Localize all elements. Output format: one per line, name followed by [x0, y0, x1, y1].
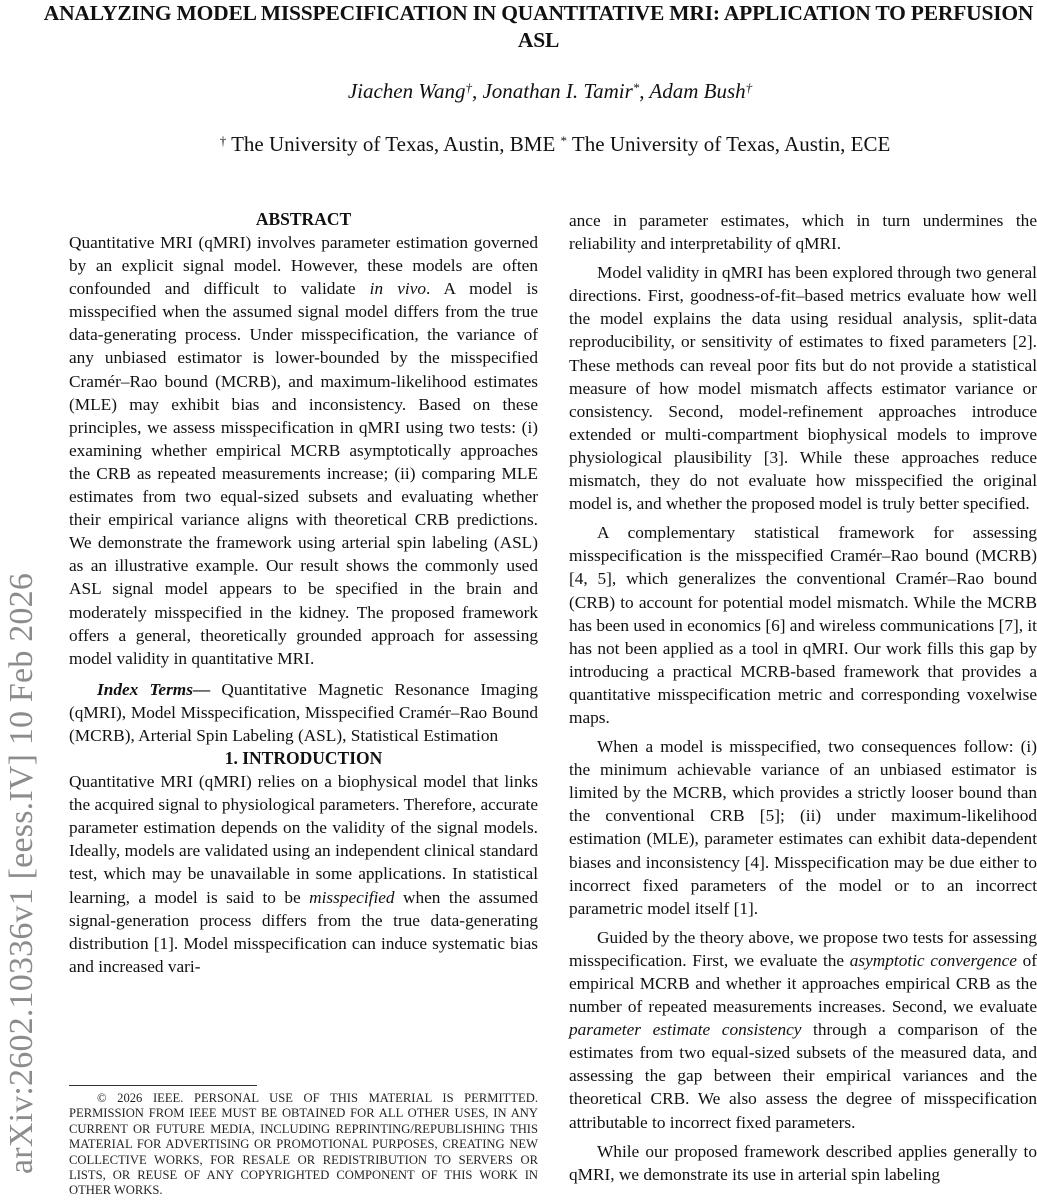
author-name: Jonathan I. Tamir: [482, 79, 633, 103]
intro-paragraph-3: A complementary statistical framework for assessing misspecification is the misspecified Cramér–Rao bound (MCRB) [4, 5], which generalizes the conventional Cramér–Rao bound (CRB) to account for potential model mismatch. While the MCRB has been used in economics [6] and wireless communications [7], it has not been applied as a tool in qMRI. Our work fills this gap by introducing a practical MCRB-based framework that provides a quantitative misspecification metric and corresponding voxelwise maps.: [569, 523, 1037, 727]
author-name: Jiachen Wang: [347, 79, 466, 103]
introduction-heading: 1. INTRODUCTION: [224, 748, 383, 769]
author-name: Adam Bush: [649, 79, 746, 103]
intro-paragraph-2: Model validity in qMRI has been explored through two general directions. First, goodness-of-fit–based metrics evaluate how well the model explains the data using residual analysis, split-data reproducibility, or sensitivity of estimates to fixed parameters [2]. These methods can reveal poor fits but do not provide a statistical measure of how model mismatch affects estimator variance or consistency. Second, model-refinement approaches introduce extended or multi-compartment biophysical models to improve physiological plausibility [3]. While these approaches reduce mismatch, they do not evaluate how misspecified the original model is, and whether the proposed model is truly better specified.: [569, 263, 1037, 514]
italic-term: parameter estimate consistency: [569, 1020, 802, 1040]
paragraph-text: of empirical MCRB and whether it approaches empirical CRB as the number of repeated measurements increases. Second, we evaluate: [569, 950, 1037, 1017]
intro-paragraph-5: [569, 926, 1037, 1134]
author-list: Jiachen Wang†, Jonathan I. Tamir*, Adam Bush†: [347, 79, 753, 103]
abstract-body: [69, 231, 538, 670]
intro-paragraph-1-continued: ance in parameter estimates, which in turn undermines the reliability and interpretability of qMRI.: [569, 211, 1037, 254]
paragraph-text: Guided by the theory above, we propose two tests for assessing misspecification. First, we evaluate the: [569, 927, 1037, 970]
affiliation-text: The University of Texas, Austin, BME: [231, 132, 556, 156]
left-column: [69, 208, 538, 978]
paper-title: ANALYZING MODEL MISSPECIFICATION IN QUANTITATIVE MRI: APPLICATION TO PERFUSION ASL: [43, 1, 1034, 52]
index-terms: [69, 678, 538, 747]
abstract-italic-text: in vivo: [369, 279, 427, 299]
affiliation-text: The University of Texas, Austin, ECE: [571, 132, 891, 156]
abstract-text: . A model is misspecified when the assumed signal model differs from the true data-generating process. Under misspecification, the variance of any unbiased estimator is lower-bounded by the misspecified Cramér–Rao bound (MCRB), and maximum-likelihood estimates (MLE) may exhibit bias and inconsistency. Based on these principles, we assess misspecification in qMRI using two tests: (i) examining whether empirical MCRB asymptotically approaches the CRB as repeated measurements increase; (ii) comparing MLE estimates from two equal-sized subsets and evaluating whether their empirical variance aligns with theoretical CRB predictions. We demonstrate the framework using arterial spin labeling (ASL) as an illustrative example. Our result shows the commonly used ASL signal model appears to be specified in the brain and moderately misspecified in the kidney. The proposed framework offers a general, theoretically grounded approach for assessing model validity in quantitative MRI.: [69, 279, 539, 668]
affiliation-mark: *: [560, 133, 568, 148]
affiliation-mark: †: [219, 133, 227, 148]
paragraph-text: when the assumed signal-generation process differs from the true data-generating distribution [1]. Model misspecification can induce systematic bias and increased vari-: [69, 887, 538, 976]
affiliation-mark: †: [465, 80, 472, 95]
copyright-footnote: [69, 1091, 538, 1199]
affiliation-mark: †: [745, 80, 753, 95]
intro-paragraph-4: When a model is misspecified, two consequences follow: (i) the minimum achievable variance of an unbiased estimator is limited by the MCRB, which provides a strictly looser bound than the conventional CRB [5]; (ii) under maximum-likelihood estimation (MLE), parameter estimates can exhibit data-dependent biases and inconsistency [4]. Misspecification may be due either to incorrect fixed parameters of the model or to an incorrect parametric model itself [1].: [569, 737, 1037, 918]
abstract-heading: ABSTRACT: [255, 209, 352, 229]
index-terms-label: Index Terms—: [97, 679, 211, 699]
paragraph-text: through a comparison of the estimates from two equal-sized subsets of the measured data, and assessing the gap between their empirical variances and the theoretical CRB. We also assess the degree of misspecification attributable to incorrect fixed parameters.: [569, 1020, 1037, 1132]
abstract-text: Quantitative MRI (qMRI) involves parameter estimation governed by an explicit signal model. However, these models are often confounded and difficult to validate: [69, 233, 538, 299]
right-column: [569, 209, 1037, 1186]
affiliations: [0, 131, 1037, 157]
index-terms-text: Quantitative Magnetic Resonance Imaging (qMRI), Model Misspecification, Misspecified Cramér–Rao Bound (MCRB), Arterial Spin Labeling (ASL), Statistical Estimation: [69, 679, 539, 745]
italic-term: misspecified: [309, 887, 395, 907]
arxiv-identifier-stamp: arXiv:2602.10336v1 [eess.IV] 10 Feb 2026: [3, 572, 40, 1174]
paragraph-text: Quantitative MRI (qMRI) relies on a biophysical model that links the acquired signal to physiological parameters. Therefore, accurate parameter estimation depends on the validity of the signal models. Ideally, models are validated using an independent clinical standard test, which may be unavailable in some applications. In statistical learning, a model is said to be: [69, 772, 538, 907]
intro-paragraph-1: [69, 770, 538, 978]
italic-term: asymptotic convergence: [849, 950, 1017, 970]
copyright-text: © 2026 IEEE. PERSONAL USE OF THIS MATERIAL IS PERMITTED. PERMISSION FROM IEEE MUST BE OBTAINED FOR ALL OTHER USES, IN ANY CURRENT OR FUTURE MEDIA, INCLUDING REPRINTING/REPUBLISHING THIS MATERIAL FOR ADVERTISING OR PROMOTIONAL PURPOSES, CREATING NEW COLLECTIVE WORKS, FOR RESALE OR REDISTRIBUTION TO SERVERS OR LISTS, OR REUSE OF ANY COPYRIGHTED COMPONENT OF THIS WORK IN OTHER WORKS.: [69, 1091, 538, 1198]
footnote-divider: [69, 1085, 257, 1086]
affiliation-mark: *: [632, 80, 640, 95]
intro-paragraph-6: While our proposed framework described applies generally to qMRI, we demonstrate its use in arterial spin labeling: [569, 1141, 1037, 1184]
